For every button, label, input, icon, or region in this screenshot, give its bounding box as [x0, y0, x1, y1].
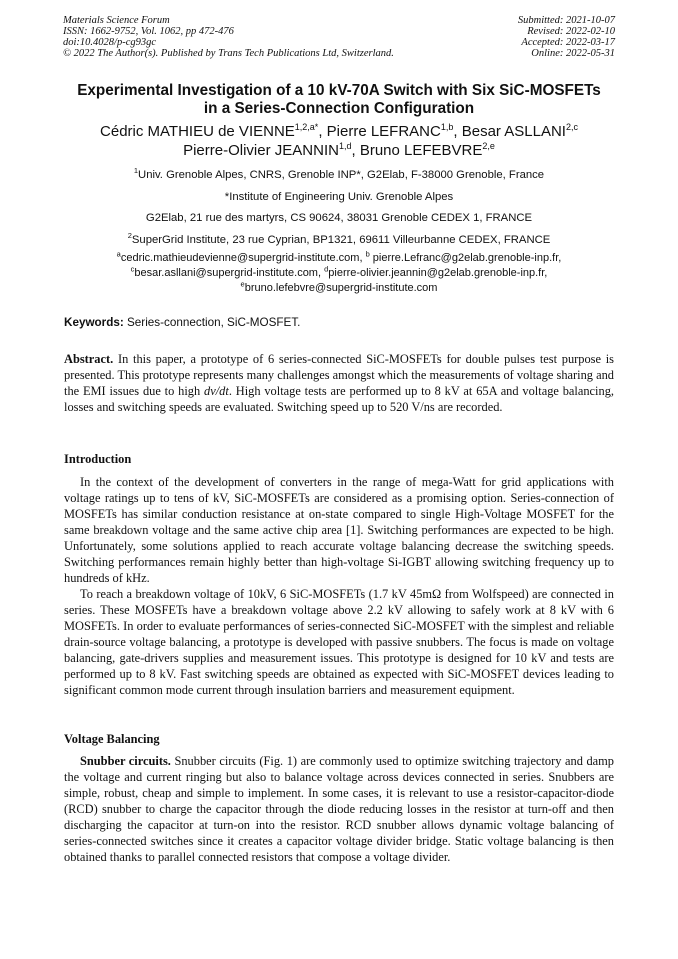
journal-name: Materials Science Forum	[63, 15, 170, 26]
author-name: Bruno LEFEBVRE	[359, 142, 483, 159]
author-name: Pierre-Olivier JEANNIN	[183, 142, 339, 159]
revised-date: Revised: 2022-02-10	[527, 26, 615, 37]
abstract: Abstract. In this paper, a prototype of 6 series-connected SiC-MOSFETs for double pulses test purpose is presented. This prototype represents many challenges amongst which the measurements of voltage sharing and the EMI issues due to high dv/dt. High voltage tests are performed up to 8 kV at 65A and voltage balancing, losses and switching speeds are evaluated. Switching speed up to 520 V/ns are recorded.	[64, 352, 614, 414]
section-heading-voltage-balancing: Voltage Balancing	[64, 732, 160, 746]
journal-doi: doi:10.4028/p-cg93gc	[63, 37, 157, 48]
paragraph: Snubber circuits (Fig. 1) are commonly used to optimize switching trajectory and damp the voltage and current ringing but also to balance voltage across devices connected in series. Snubbers are simple, robust, cheap and simple to implement. In some cases, it is relevant to use a resistor-capacitor-diode (RCD) snubber to charge the capacitor through the diode reducing losses in the resistor at turn-off and then discharging the capacitor at turn-on into the resistor. RCD snubber allows dynamic voltage balancing of series-connected switches since it creates a capacitor voltage divider bridge. Static voltage balancing is then obtained thanks to parallel connected resistors that compose a voltage divider.	[64, 754, 614, 864]
author-affiliation-marker: 2,e	[482, 141, 495, 151]
abstract-label: Abstract.	[64, 352, 114, 366]
paragraph: In the context of the development of converters in the range of mega-Watt for grid applications with voltage ratings up to tens of kV, SiC-MOSFETs are considered as a promising option. Series-connection of MOSFETs has similar conduction resistance at on-state compared to single High-Voltage MOSFET for the same breakdown voltage and the same active chip area [1]. Switching performances are expected to be high. Unfortunately, some solutions applied to reach accurate voltage balancing decrease the switching speeds. Switching performances remain highly better than high-voltage Si-IGBT allowing switching frequency up to hundreds of kHz.	[64, 475, 614, 585]
email-marker: b	[365, 249, 370, 259]
affiliation-marker: 1	[133, 166, 139, 176]
email-marker: c	[130, 264, 135, 274]
affiliation-g2elab-address: G2Elab, 21 rue des martyrs, CS 90624, 38031 Grenoble CEDEX 1, FRANCE	[145, 212, 533, 224]
keywords-label: Keywords:	[64, 316, 124, 329]
affiliation-marker: 2	[127, 231, 132, 241]
author-affiliation-marker: 1,2,a*	[294, 122, 319, 132]
paragraph: To reach a breakdown voltage of 10kV, 6 SiC-MOSFETs (1.7 kV 45mΩ from Wolfspeed) are connected in series. These MOSFETs have a breakdown voltage above 2.2 kV allowing to safely work at 8 kV with 6 MOSFETs. In order to evaluate performances of series-connected SiC-MOSFET with the simplest and reliable drain-source voltage balancing, a prototype is developed with passive snubbers. The focus is made on voltage balancing, gate-drivers supplies and measurement issues. This prototype is designed for 10 kV and tests are performed up to 8 kV. Fast switching speeds are obtained as expected with SiC-MOSFET devices leading to significant common mode current through insulation barriers and measurement equipment.	[64, 587, 614, 697]
email-list	[40, 251, 638, 296]
online-date: Online: 2022-05-31	[531, 48, 615, 59]
introduction-body	[64, 474, 614, 698]
author-affiliation-marker: 2,c	[565, 122, 578, 132]
keywords-text: Series-connection, SiC-MOSFET.	[123, 316, 301, 329]
section-heading-introduction: Introduction	[64, 452, 132, 466]
email-link[interactable]: pierre.Lefranc@g2elab.grenoble-inp.fr,	[369, 252, 562, 264]
email-marker: e	[240, 279, 245, 289]
email-marker: a	[116, 249, 121, 259]
affiliation-institute-note: *Institute of Engineering Univ. Grenoble Alpes	[224, 191, 454, 203]
subsection-label: Snubber circuits.	[80, 754, 171, 768]
title-line-2: in a Series-Connection Configuration	[203, 100, 475, 117]
accepted-date: Accepted: 2022-03-17	[521, 37, 615, 48]
paper-title	[40, 82, 638, 118]
voltage-balancing-body	[64, 753, 614, 865]
title-line-1: Experimental Investigation of a 10 kV-70A Switch with Six SiC-MOSFETs	[77, 82, 601, 99]
author-name: Besar ASLLANI	[461, 123, 566, 140]
author-list: Cédric MATHIEU de $VIENNE^{1,2,a*}$, Pierre LEFRANC$^{1,b}$, Besar ASLLANI$^{2,c}$ Pierre-Olivier JEANNIN$^{1,d}$, Bruno LEFEBVRE$^{2,e}$	[100, 122, 578, 159]
email-link[interactable]: bruno.lefebvre@supergrid-institute.com	[244, 282, 438, 294]
email-link[interactable]: cedric.mathieudevienne@supergrid-institute.com,	[120, 252, 366, 264]
author-name: Pierre LEFRANC	[326, 123, 441, 140]
affiliation-1: $^1$Univ. Grenoble Alpes, CNRS, Grenoble INP*, G2Elab, F-38000 Grenoble, France	[133, 166, 545, 181]
email-link[interactable]: besar.asllani@supergrid-institute.com,	[134, 267, 325, 279]
journal-issn: ISSN: 1662-9752, Vol. 1062, pp 472-476	[63, 26, 234, 37]
abstract-emphasis: dv/dt	[204, 384, 229, 398]
email-marker: d	[324, 264, 329, 274]
affiliation-2: $^2$SuperGrid Institute, 23 rue Cyprian, BP1321, 69611 Villeurbanne CEDEX, FRANCE	[127, 231, 551, 246]
keywords	[64, 316, 300, 329]
copyright-notice: © 2022 The Author(s). Published by Trans Tech Publications Ltd, Switzerland.	[63, 48, 394, 59]
author-affiliation-marker: 1,b	[440, 122, 454, 132]
dates-header	[518, 15, 615, 59]
email-link[interactable]: pierre-olivier.jeannin@g2elab.grenoble-inp.fr,	[328, 267, 548, 279]
author-name: Cédric MATHIEU de VIENNE	[100, 123, 295, 140]
journal-header	[63, 15, 394, 59]
author-affiliation-marker: 1,d	[338, 141, 352, 151]
submitted-date: Submitted: 2021-10-07	[517, 15, 615, 26]
